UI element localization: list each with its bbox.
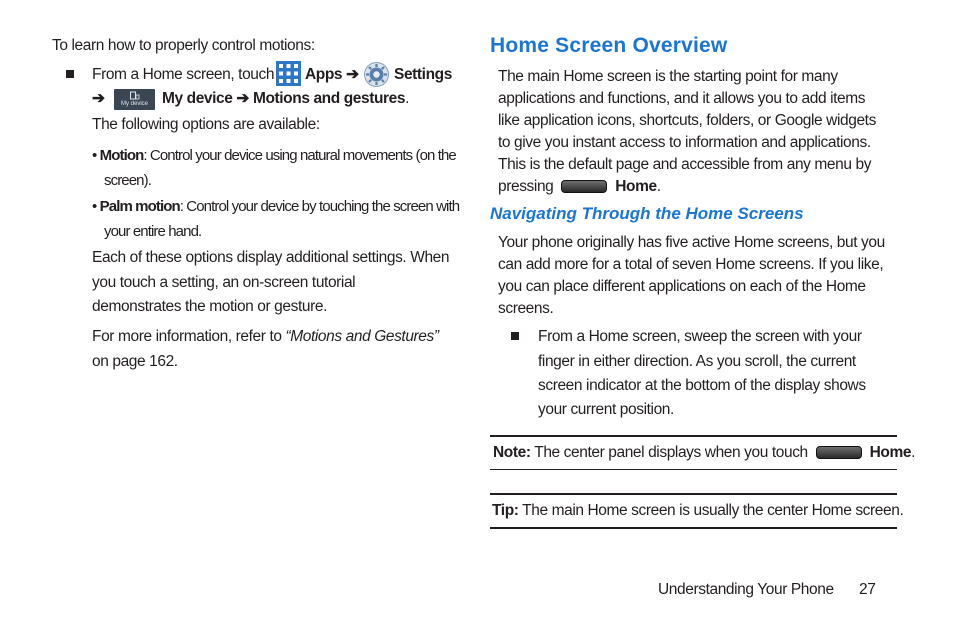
each-line-1: Each of these options display additional settings. When (92, 249, 450, 266)
para2-line-2: can add more for a total of seven Home screens. If you like, (498, 256, 884, 273)
arrow-icon: ➔ (236, 90, 250, 107)
step-line-1 (92, 66, 274, 84)
para-line-4: to give you instant access to information and applications. (498, 134, 871, 151)
footer-section: Understanding Your Phone (658, 581, 834, 598)
settings-label: Settings (394, 66, 452, 83)
apps-label: Apps ➔ (305, 66, 359, 83)
settings-gear-icon (363, 61, 390, 88)
arrow-icon: ➔ (92, 90, 105, 107)
tip-text: Tip: The main Home screen is usually the center Home screen. (492, 502, 904, 519)
para2-line-1: Your phone originally has five active Home screens, but you (498, 234, 885, 251)
para-line-3: like application icons, shortcuts, folders, or Google widgets (498, 112, 876, 129)
para2-line-3: you can place different applications on each of the Home (498, 278, 866, 295)
each-line-2: you touch a setting, an on-screen tutorial (92, 274, 356, 291)
note-text: Note: The center panel displays when you touch Home. (493, 444, 915, 461)
para-line-2: applications and functions, and it allows you to add items (498, 90, 866, 107)
my-device-icon-label: My device (120, 101, 148, 107)
more-info-line: For more information, refer to “Motions and Gestures” (92, 328, 439, 345)
note-top-rule (490, 435, 897, 437)
home-key-icon (561, 180, 607, 193)
bullet-line-3: screen indicator at the bottom of the display shows (538, 377, 866, 394)
bullet-square-icon (66, 70, 74, 78)
para2-line-4: screens. (498, 300, 554, 317)
home-key-icon (816, 446, 862, 459)
tip-bottom-rule (490, 527, 897, 529)
more-info-page: on page 162. (92, 353, 178, 370)
option-motion: • Motion: Control your device using natural movements (on the (92, 147, 456, 164)
para-line-1: The main Home screen is the starting point for many (498, 68, 838, 85)
bullet-line-1: From a Home screen, sweep the screen with your (538, 328, 862, 345)
note-bottom-rule (490, 469, 897, 470)
para-line-6: pressing Home. (498, 178, 661, 195)
following-text: The following options are available: (92, 116, 320, 133)
note-label: Note: (493, 444, 531, 461)
intro-text: To learn how to properly control motions: (52, 37, 315, 54)
bullet-dot-icon: • (92, 198, 97, 215)
page-number: 27 (859, 581, 876, 598)
bullet-dot-icon: • (92, 147, 97, 164)
bullet-line-4: your current position. (538, 401, 674, 418)
option-palm-motion-cont: your entire hand. (104, 223, 202, 240)
my-device-tab-icon (114, 89, 155, 110)
step-prefix: From a Home screen, touch (92, 66, 275, 83)
apps-grid-icon (276, 61, 301, 86)
section-subtitle: Navigating Through the Home Screens (490, 204, 804, 223)
bullet-line-2: finger in either direction. As you scroll, the current (538, 353, 856, 370)
page-title: Home Screen Overview (490, 34, 728, 57)
option-motion-cont: screen). (104, 172, 151, 189)
option-palm-motion: • Palm motion: Control your device by touching the screen with (92, 198, 460, 215)
para-line-5: This is the default page and accessible from any menu by (498, 156, 872, 173)
bullet-square-icon (511, 332, 519, 340)
each-line-3: demonstrates the motion or gesture. (92, 298, 327, 315)
tip-label: Tip: (492, 502, 519, 519)
cross-reference-link[interactable]: “Motions and Gestures” (285, 328, 439, 345)
tip-top-rule (490, 493, 897, 495)
step-line-2: My device ➔ Motions and gestures. (162, 90, 410, 107)
arrow-icon: ➔ (346, 66, 359, 83)
